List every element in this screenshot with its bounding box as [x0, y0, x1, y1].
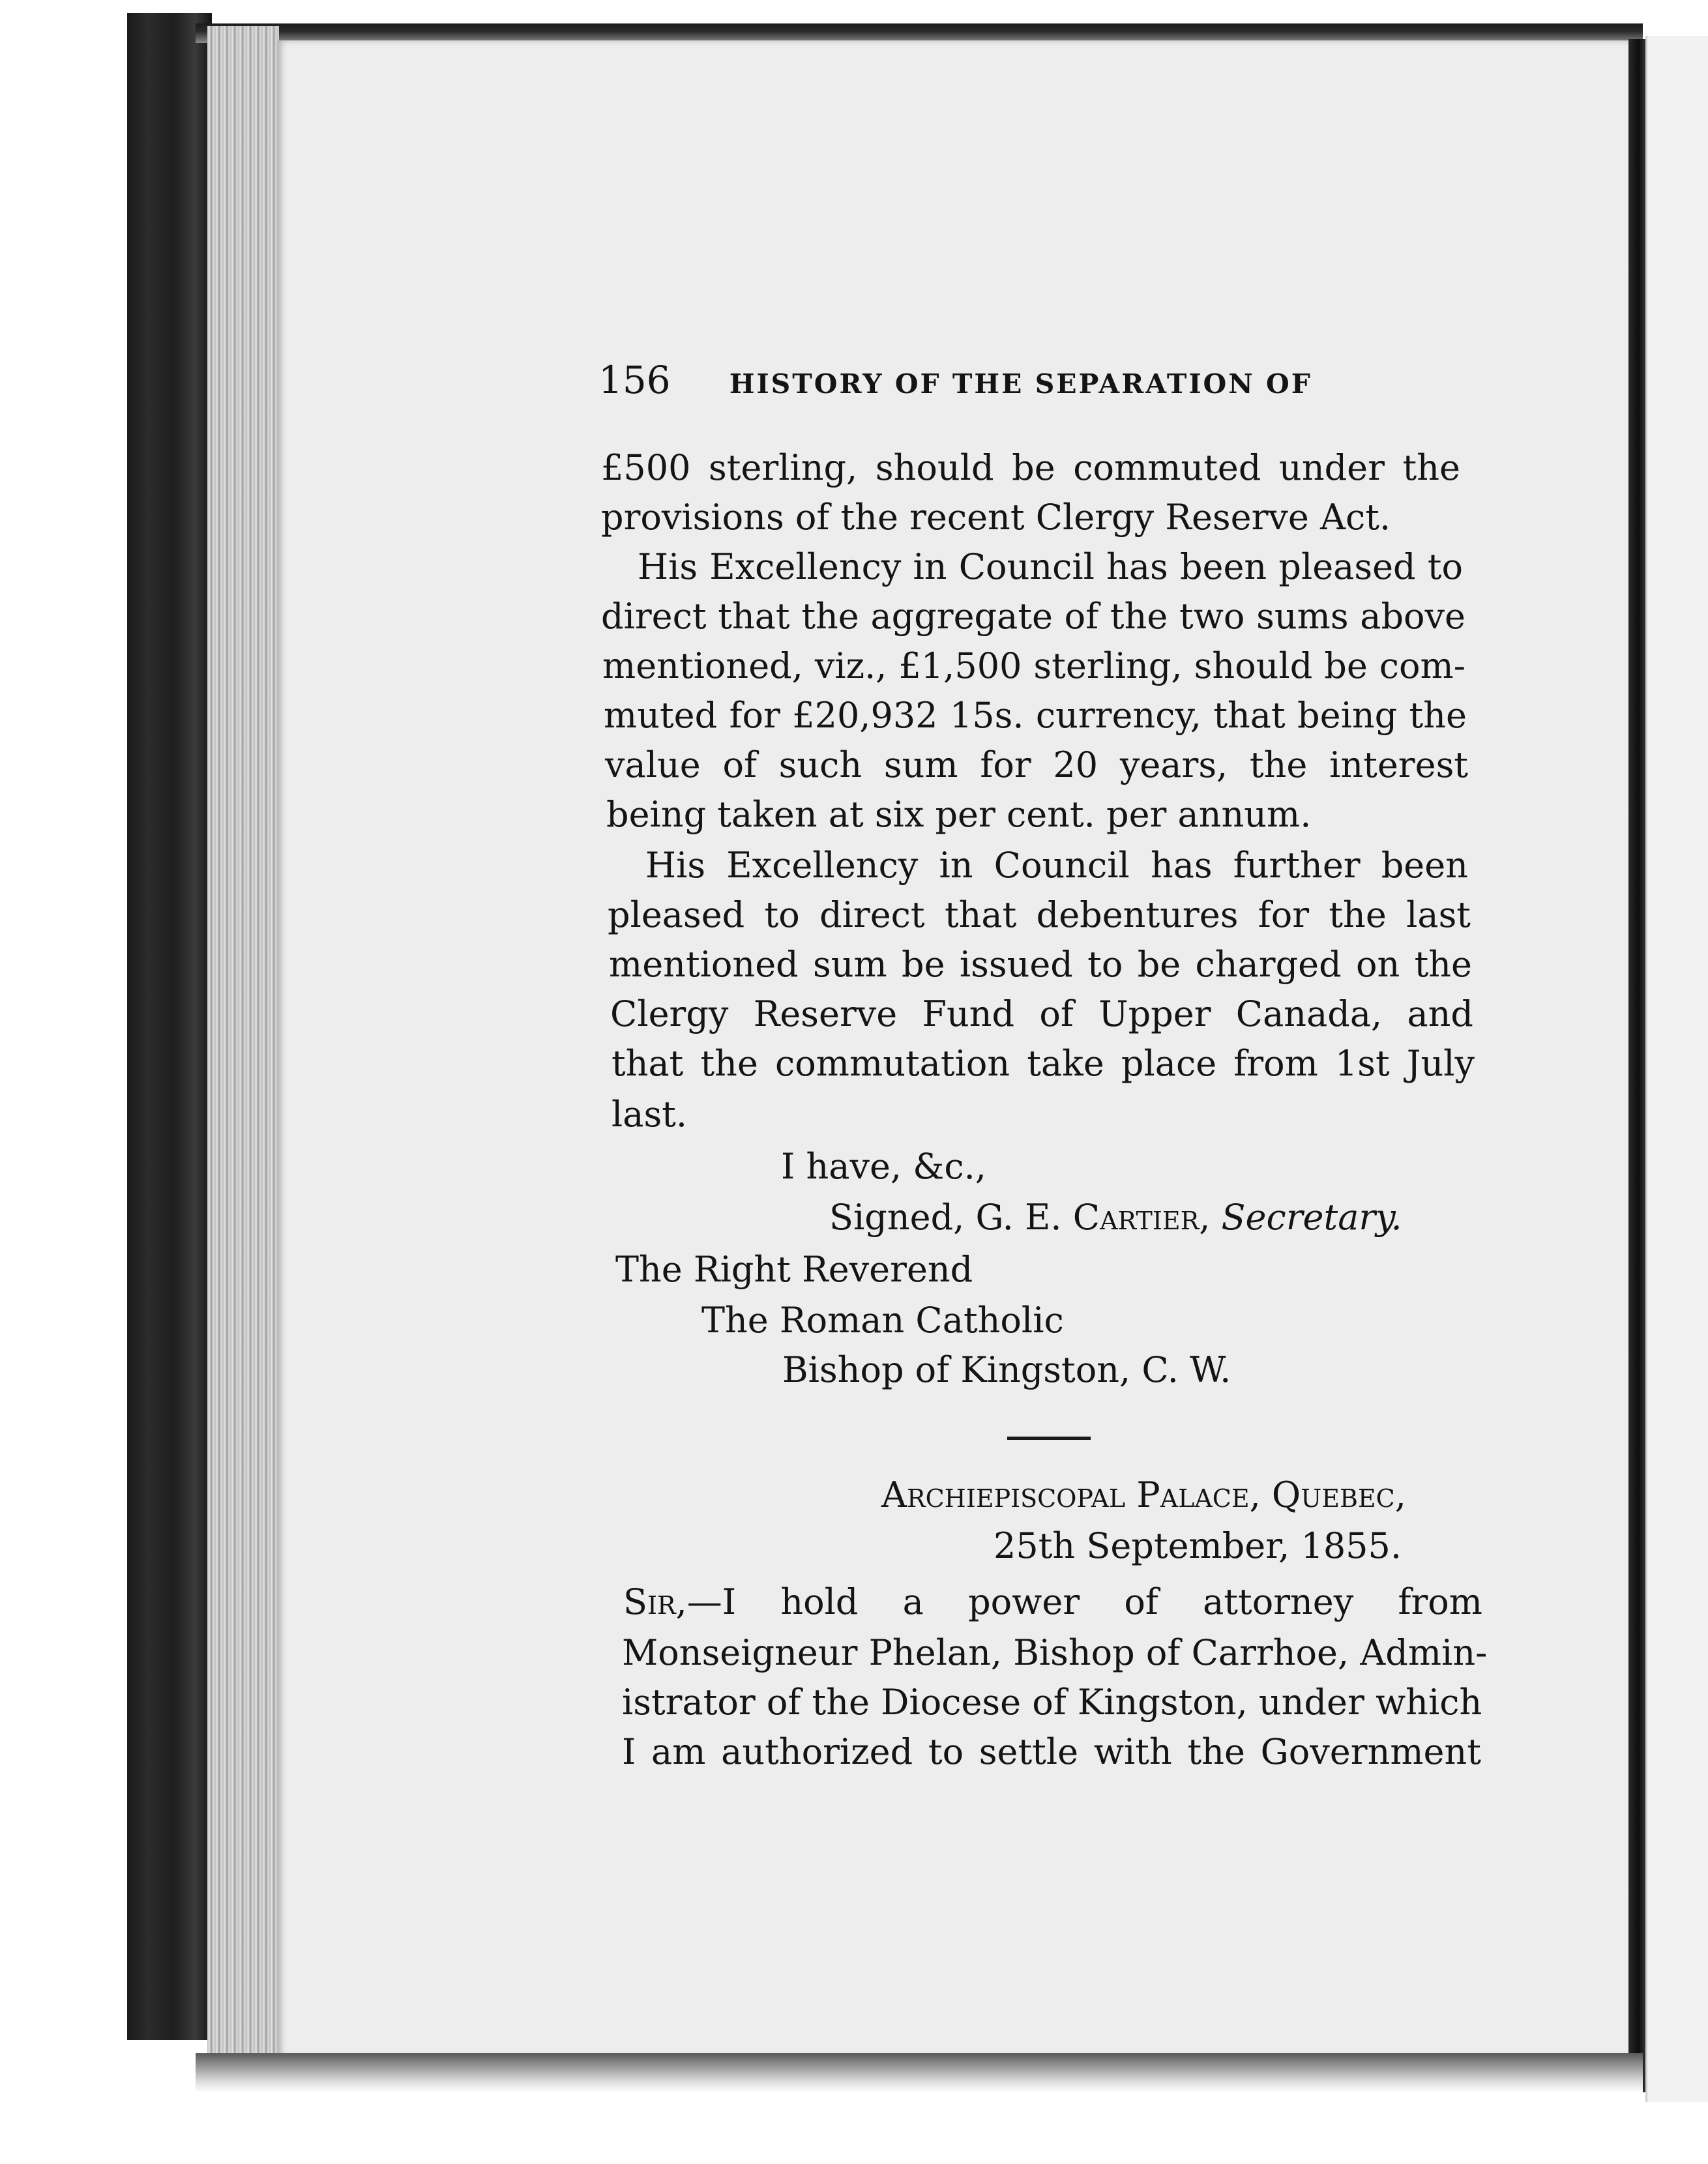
book-spine: [127, 13, 212, 2040]
running-title: HISTORY OF THE SEPARATION OF: [729, 368, 1312, 400]
text-line: Monseigneur Phelan, Bishop of Carrhoe, Admin-: [622, 1632, 1488, 1673]
text-line: that the commutation take place from 1st July: [611, 1043, 1475, 1084]
facing-page-edge: [1645, 36, 1708, 2102]
signer-title: Secretary.: [1221, 1197, 1402, 1238]
text-line: istrator of the Diocese of Kingston, under which: [622, 1682, 1482, 1723]
letter-closing: I have, &c.,: [781, 1146, 986, 1187]
addressee-line: The Right Reverend: [615, 1249, 973, 1290]
text-line: pleased to direct that debentures for the last: [608, 894, 1471, 935]
salutation: Sir,: [623, 1581, 687, 1622]
addressee-line: The Roman Catholic: [701, 1300, 1064, 1341]
text-line: muted for £20,932 15s. currency, that being the: [604, 695, 1467, 736]
text-line: mentioned, viz., £1,500 sterling, should be com-: [602, 645, 1465, 686]
text-fragment: —I hold a power of attorney from: [686, 1581, 1482, 1622]
text-line: I am authorized to settle with the Government: [622, 1731, 1481, 1772]
text-line: value of such sum for 20 years, the interest: [605, 744, 1468, 785]
text-line: mentioned sum be issued to be charged on the: [609, 944, 1472, 985]
letter-signature: Signed, G. E. Cartier, Secretary.: [829, 1197, 1402, 1238]
text-line: [623, 1577, 1482, 1627]
text-line: direct that the aggregate of the two sums above: [601, 596, 1465, 637]
signature-prefix: Signed, G. E.: [829, 1197, 1062, 1238]
book-bottom-edge: [196, 2053, 1643, 2092]
text-line: His Excellency in Council has further been: [645, 845, 1468, 886]
letter-date: 25th September, 1855.: [994, 1525, 1402, 1566]
page-number: 156: [598, 358, 671, 402]
text-line: £500 sterling, should be commuted under the: [601, 447, 1460, 488]
page-edges: [207, 26, 279, 2060]
signer-name: Cartier: [1072, 1197, 1200, 1238]
running-head: [598, 357, 1330, 407]
text-line: being taken at six per cent. per annum.: [606, 794, 1312, 835]
text-line: Clergy Reserve Fund of Upper Canada, and: [610, 993, 1473, 1034]
text-line: last.: [611, 1094, 688, 1135]
addressee-line: Bishop of Kingston, C. W.: [782, 1349, 1231, 1390]
text-line: provisions of the recent Clergy Reserve Act.: [601, 497, 1391, 538]
facing-page-gutter: [1628, 39, 1645, 2092]
text-line: His Excellency in Council has been pleased to: [638, 546, 1463, 587]
letter-place: Archiepiscopal Palace, Quebec,: [881, 1474, 1406, 1515]
section-separator-rule: [1007, 1437, 1091, 1440]
